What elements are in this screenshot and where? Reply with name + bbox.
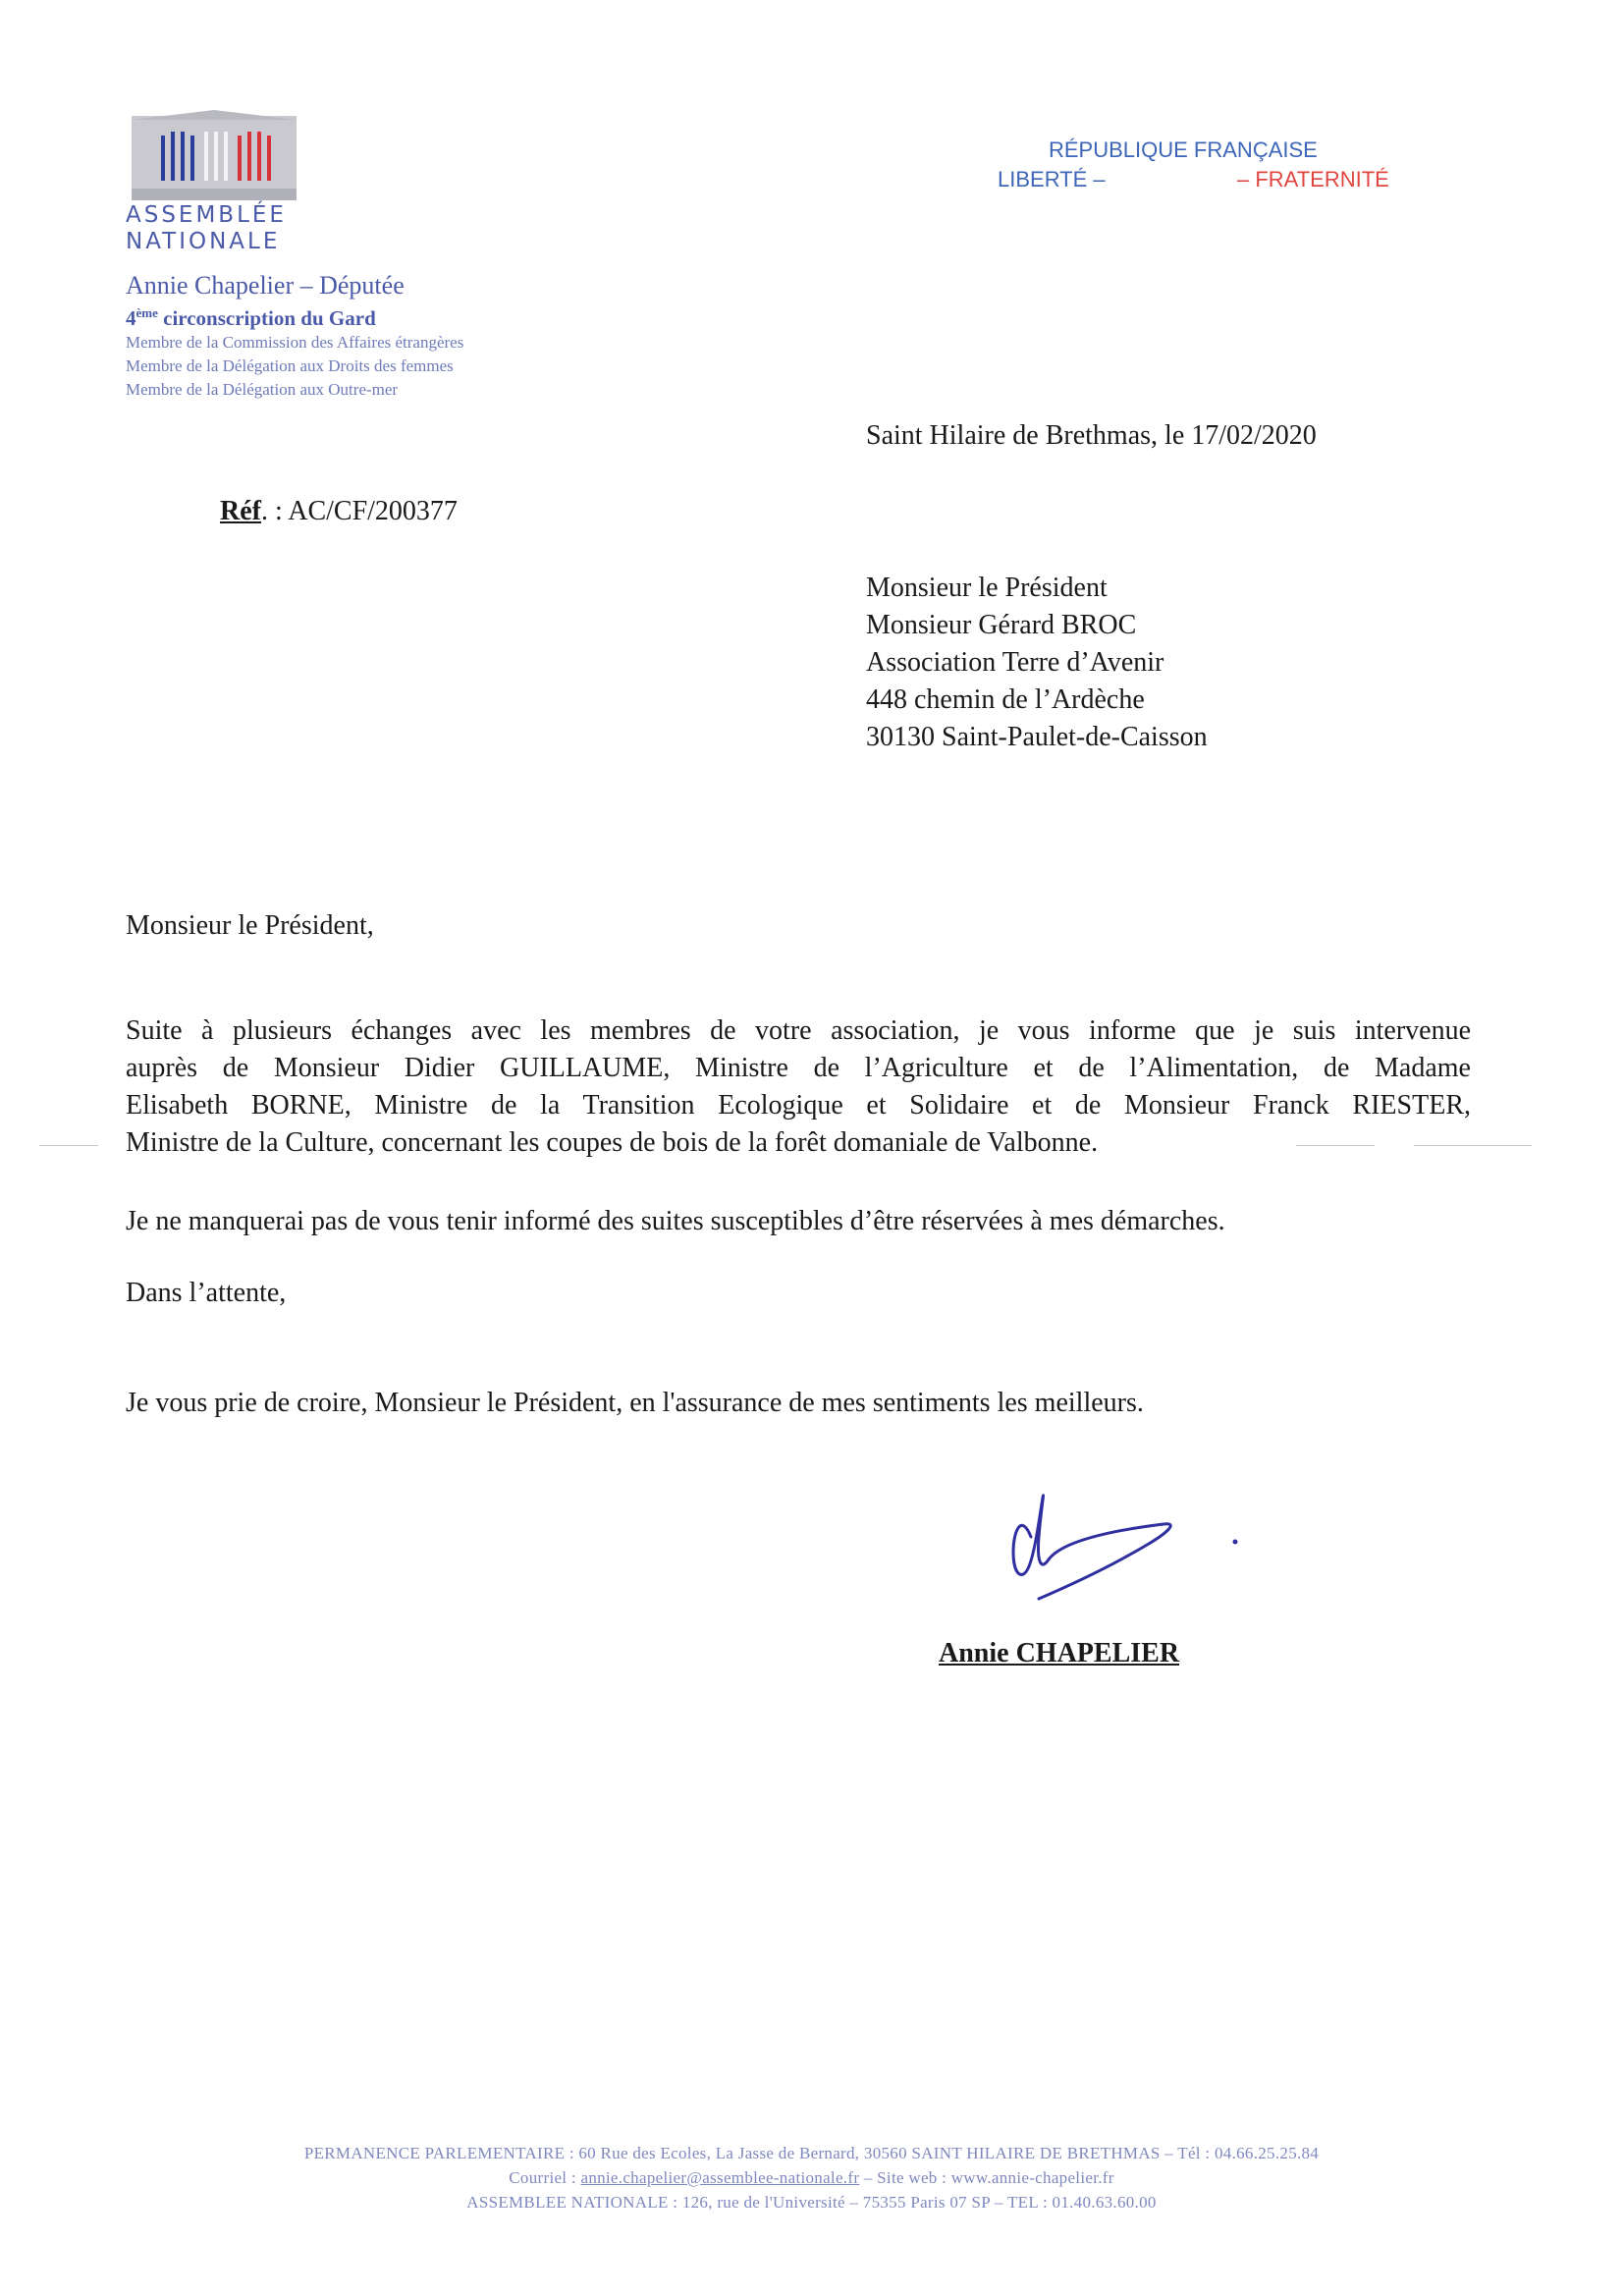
body-paragraph-1 <box>126 1012 1471 1162</box>
paragraph-line: Elisabeth BORNE, Ministre de la Transition Ecologique et Solidaire et de Monsieur Franck RIESTER, <box>126 1090 1471 1121</box>
footer <box>0 2141 1623 2214</box>
salutation: Monsieur le Président, <box>126 910 374 941</box>
recipient-line: Monsieur le Président <box>866 573 1108 603</box>
recipient-line: Monsieur Gérard BROC <box>866 610 1137 640</box>
recipient-address <box>866 570 1208 756</box>
scan-artifact <box>1296 1145 1375 1146</box>
circonscription: 4ème circonscription du Gard <box>126 305 376 330</box>
scan-artifact <box>1414 1145 1532 1146</box>
handwritten-signature <box>992 1483 1257 1611</box>
fraternite-text: – FRATERNITÉ <box>1237 167 1389 191</box>
signer-name: Annie CHAPELIER <box>939 1638 1180 1668</box>
membership-2: Membre de la Délégation aux Droits des femmes <box>126 356 454 375</box>
place-date: Saint Hilaire de Brethmas, le 17/02/2020 <box>866 420 1317 451</box>
deputy-info <box>126 271 636 402</box>
scan-artifact <box>39 1145 98 1146</box>
footer-email-link[interactable]: annie.chapelier@assemblee-nationale.fr <box>580 2168 860 2187</box>
assemblee-nationale-logo <box>126 110 302 257</box>
membership-1: Membre de la Commission des Affaires étrangères <box>126 333 464 352</box>
republique-text: RÉPUBLIQUE FRANÇAISE <box>1049 137 1318 162</box>
paragraph-line: Suite à plusieurs échanges avec les membres de votre association, je vous informe que je suis intervenue <box>126 1015 1471 1046</box>
reference-value: . : AC/CF/200377 <box>260 496 458 526</box>
paragraph-line: Ministre de la Culture, concernant les coupes de bois de la forêt domaniale de Valbonne. <box>126 1127 1099 1158</box>
footer-line-3: ASSEMBLEE NATIONALE : 126, rue de l'Université – 75355 Paris 07 SP – TEL : 01.40.63.60.00 <box>466 2193 1157 2212</box>
body-paragraph-3: Dans l’attente, <box>126 1278 287 1308</box>
recipient-line: 448 chemin de l’Ardèche <box>866 684 1145 715</box>
recipient-line: 30130 Saint-Paulet-de-Caisson <box>866 722 1208 752</box>
reference <box>220 493 458 530</box>
logo-text: ASSEMBLÉE NATIONALE <box>126 202 287 254</box>
recipient-line: Association Terre d’Avenir <box>866 647 1164 678</box>
closing-formula: Je vous prie de croire, Monsieur le Président, en l'assurance de mes sentiments les meilleurs. <box>126 1388 1144 1418</box>
paragraph-line: auprès de Monsieur Didier GUILLAUME, Ministre de l’Agriculture et de l’Alimentation, de Madame <box>126 1053 1471 1083</box>
body-paragraph-2: Je ne manquerai pas de vous tenir informé des suites susceptibles d’être réservées à mes démarches. <box>126 1206 1225 1236</box>
footer-line-2: Courriel : annie.chapelier@assemblee-nationale.fr – Site web : www.annie-chapelier.fr <box>509 2168 1114 2187</box>
assemblee-building-icon <box>132 110 297 200</box>
membership-3: Membre de la Délégation aux Outre-mer <box>126 380 399 399</box>
reference-label: Réf <box>220 496 261 526</box>
footer-line-1: PERMANENCE PARLEMENTAIRE : 60 Rue des Ecoles, La Jasse de Bernard, 30560 SAINT HILAIRE DE BRETHMAS – Tél : 04.66.25.25.84 <box>303 2144 1320 2162</box>
deputy-name: Annie Chapelier – Députée <box>126 271 405 300</box>
liberte-text: LIBERTÉ – <box>998 167 1106 191</box>
